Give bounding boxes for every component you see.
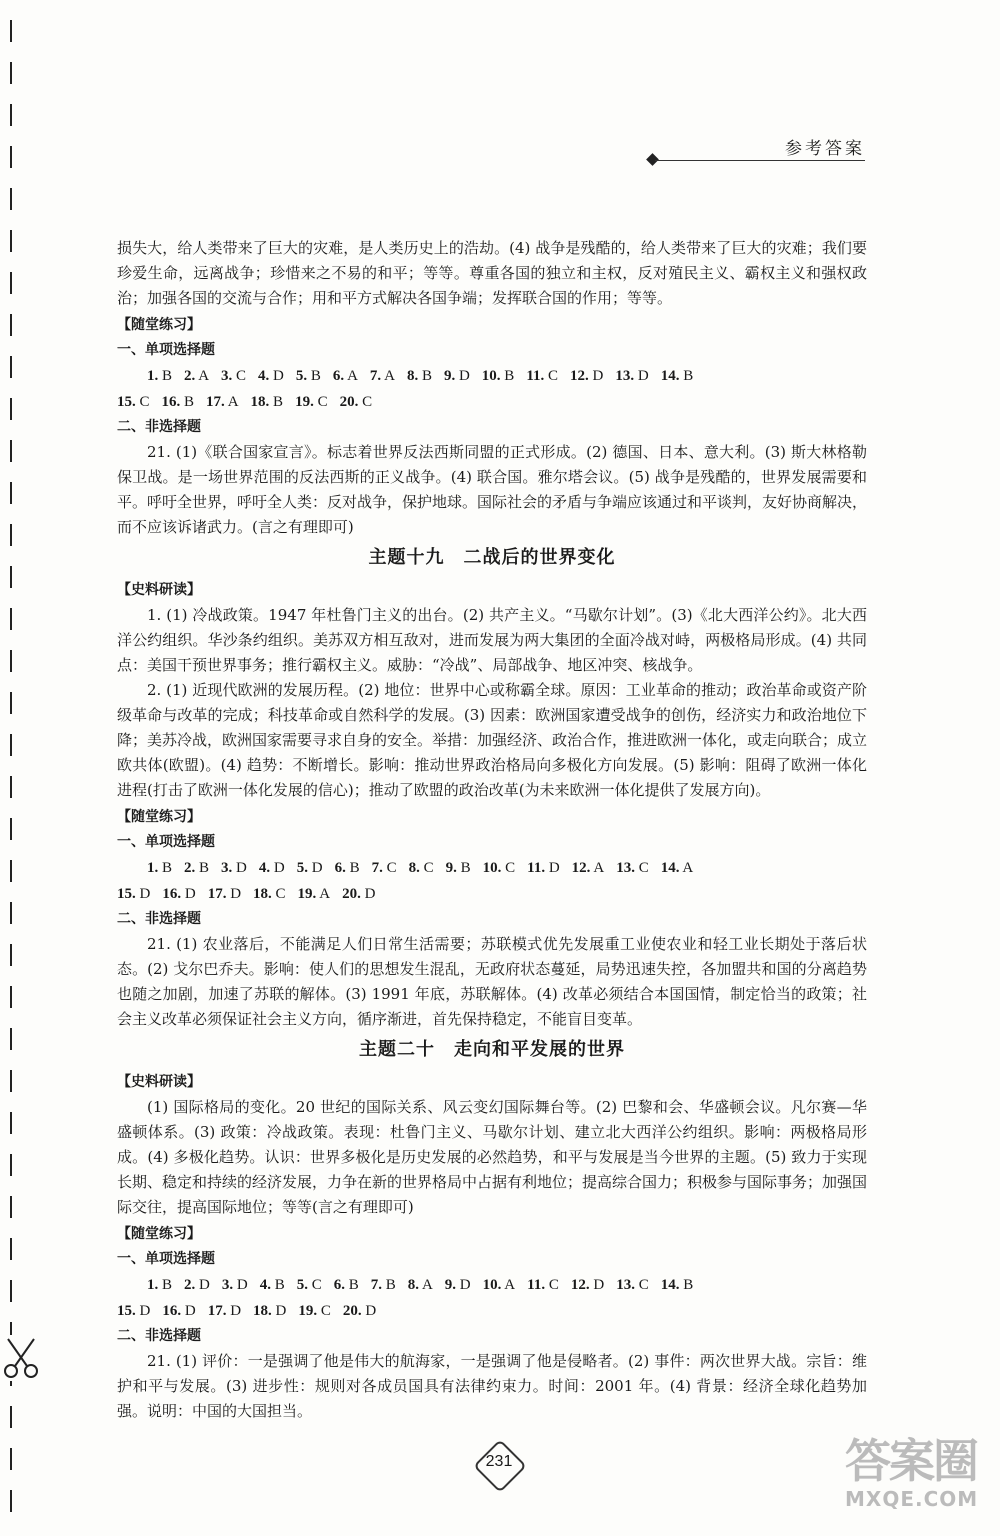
answer-number: 7. <box>371 860 383 876</box>
answer-number: 16. <box>161 394 181 410</box>
answer-item <box>333 363 358 389</box>
answer-choice: D <box>181 886 196 902</box>
answer-item <box>147 855 172 881</box>
answer-item <box>342 881 375 907</box>
answer-number: 9. <box>443 368 456 384</box>
page-header <box>645 134 865 166</box>
watermark-top: 答案圈 <box>845 1434 977 1488</box>
answer-choice: B <box>345 860 360 876</box>
answer-choice: A <box>224 394 239 410</box>
answer-number: 1. <box>147 860 159 876</box>
answer-item <box>343 1298 376 1324</box>
answer-number: 17. <box>207 1303 227 1319</box>
study-answer-2: 2. (1) 近现代欧洲的发展历程。(2) 地位：世界中心或称霸全球。原因：工业革命的推动；政治革命或资产阶级革命与改革的完成；科技革命或自然科学的发展。(3) 因素：欧洲国家遭受战争的创伤，经济实力和政治地位下降；美苏冷战，欧洲国家需要寻求自身的安全。举措：加强经济、政治合作，推进欧洲一体化，或走向联合；成立欧共体(欧盟)。(4) 趋势：不断增长。影响：推动世界政治格局向多极化方向发展。(5) 影响：阻碍了欧洲一体化进程(打击了欧洲一体化发展的信心)；推动了欧盟的政治改革(为未来欧洲一体化提供了发展方向)。 <box>117 681 868 799</box>
study-answer-1: 1. (1) 冷战政策。1947 年杜鲁门主义的出台。(2) 共产主义。“马歇尔计划”。(3)《北大西洋公约》。北大西洋公约组织。华沙条约组织。美苏双方相互敌对，进而发展为两大集团的全面冷战对峙，两极格局形成。(4) 共同点：美国干预世界事务；推行霸权主义。威胁：“冷战”、局部战争、地区冲突、核战争。 <box>117 606 867 674</box>
answer-item <box>221 363 246 389</box>
practice-heading: 【随堂练习】 <box>117 317 201 333</box>
answer-number: 17. <box>207 886 227 902</box>
answer-number: 19. <box>298 1303 318 1319</box>
non-choice-heading: 二、非选择题 <box>117 911 201 927</box>
page-number: 231 <box>485 1453 513 1470</box>
answer-choice: D <box>270 860 285 876</box>
answer-item <box>259 855 285 881</box>
answer-number: 18. <box>250 394 270 410</box>
answer-choice: C <box>358 394 373 410</box>
answer-choice: D <box>360 886 376 902</box>
answer-choice: B <box>418 368 432 384</box>
single-choice-heading: 一、单项选择题 <box>117 834 215 850</box>
answer-choice: C <box>135 394 150 410</box>
answer-line <box>117 1298 867 1324</box>
answer-number: 20. <box>339 394 359 410</box>
answer-item <box>407 363 432 389</box>
header-rule <box>655 160 865 161</box>
answer-choice: C <box>313 394 328 410</box>
answer-number: 5. <box>296 1277 308 1293</box>
answer-choice: B <box>158 368 173 384</box>
answer-item <box>297 1272 322 1298</box>
non-choice-heading: 二、非选择题 <box>117 1328 201 1344</box>
answer-number: 3. <box>221 860 233 876</box>
answer-choice: A <box>344 368 358 384</box>
answer-item <box>615 363 648 389</box>
answer-content <box>117 236 867 1424</box>
answer-item <box>570 363 603 389</box>
answer-choice: B <box>158 860 173 876</box>
answer-choice: B <box>344 1277 359 1293</box>
answer-item <box>334 1272 359 1298</box>
answer-number: 20. <box>342 1303 362 1319</box>
answer-choice: B <box>679 1277 694 1293</box>
answer-choice: C <box>307 1277 322 1293</box>
answer-number: 6. <box>332 368 345 384</box>
practice-heading: 【随堂练习】 <box>117 809 201 825</box>
answer-choice: D <box>195 1277 210 1293</box>
watermark <box>845 1425 995 1525</box>
answer-number: 8. <box>406 368 419 384</box>
answer-number: 6. <box>333 1277 345 1293</box>
answer-choice: B <box>307 368 321 384</box>
answer-item <box>222 1272 248 1298</box>
cut-line <box>10 20 12 1520</box>
answer-item <box>253 881 286 907</box>
answer-number: 15. <box>117 886 136 902</box>
answer-item <box>372 855 397 881</box>
answer-choice: C <box>271 886 286 902</box>
answer-line <box>117 363 867 389</box>
answer-item <box>446 855 471 881</box>
answer-choice: B <box>158 1277 173 1293</box>
answer-item <box>527 855 560 881</box>
answer-item <box>444 363 470 389</box>
answer-number: 8. <box>408 860 420 876</box>
answer-choice: D <box>588 368 604 384</box>
answer-number: 9. <box>444 1277 457 1293</box>
answer-number: 12. <box>571 860 591 876</box>
answer-number: 2. <box>184 860 196 876</box>
answer-choice: D <box>361 1303 377 1319</box>
answer-choice: A <box>590 860 605 876</box>
answer-item <box>162 881 195 907</box>
watermark-bottom: MXQE.COM <box>845 1487 979 1511</box>
answer-item <box>297 855 323 881</box>
answer-choice: D <box>181 1303 196 1319</box>
answer-number: 5. <box>296 860 308 876</box>
answer-item <box>571 1272 604 1298</box>
answer-number: 15. <box>117 1303 136 1319</box>
answer-number: 11. <box>526 368 545 384</box>
answer-item <box>208 1298 241 1324</box>
scissors-icon <box>0 1335 46 1381</box>
answer-item <box>184 1272 210 1298</box>
answer-choice: A <box>381 368 395 384</box>
answer-choice: D <box>271 1303 287 1319</box>
answer-number: 17. <box>206 394 225 410</box>
answer-number: 2. <box>184 368 196 384</box>
answer-item <box>162 389 195 415</box>
answer-number: 7. <box>370 1277 382 1293</box>
answer-choice: B <box>195 860 210 876</box>
answer-number: 8. <box>407 1277 420 1293</box>
answer-number: 20. <box>342 886 361 902</box>
answer-item <box>253 1298 286 1324</box>
q21-answer: 21. (1) 农业落后，不能满足人们日常生活需要；苏联模式优先发展重工业使农业和轻工业长期处于落后状态。(2) 戈尔巴乔夫。影响：使人们的思想发生混乱，无政府状态蔓延，局势迅速失控，各加盟共和国的分离趋势也随之加剧，加速了苏联的解体。(3) 1991 年底，苏联解体。(4) 改革必须结合本国国情，制定恰当的政策；社会主义改革必须保证社会主义方向，循序渐进，首先保持稳定，不能盲目变革。 <box>117 935 867 1028</box>
answer-number: 15. <box>117 394 136 410</box>
answer-item <box>298 1298 331 1324</box>
answer-item <box>117 389 150 415</box>
answer-choice: C <box>501 860 516 876</box>
answer-number: 7. <box>369 368 382 384</box>
answer-item <box>117 881 150 907</box>
answer-number: 12. <box>570 1277 590 1293</box>
answer-number: 10. <box>482 860 502 876</box>
answer-number: 16. <box>162 1303 182 1319</box>
answer-number: 13. <box>616 860 635 876</box>
answer-choice: D <box>232 860 247 876</box>
answer-item <box>371 1272 396 1298</box>
answer-choice: D <box>135 886 151 902</box>
answer-item <box>206 389 239 415</box>
answer-item <box>208 881 241 907</box>
answer-number: 4. <box>258 860 271 876</box>
q21-answer: 21. (1)《联合国家宣言》。标志着世界反法西斯同盟的正式形成。(2) 德国、日本、意大利。(3) 斯大林格勒保卫战。是一场世界范围的反法西斯的正义战争。(4) 联合国。雅尔塔会议。(5) 战争是残酷的，世界发展需要和平。呼吁全世界，呼吁全人类：反对战争，保护地球。国际社会的矛盾与争端应该通过和平谈判，友好协商解决，而不应该诉诸武力。(言之有理即可) <box>117 443 868 536</box>
answer-number: 3. <box>221 1277 234 1293</box>
answer-item <box>445 1272 471 1298</box>
answer-number: 19. <box>295 394 314 410</box>
answer-item <box>483 1272 516 1298</box>
answer-number: 19. <box>297 886 317 902</box>
answer-choice: D <box>226 886 242 902</box>
answer-item <box>483 855 516 881</box>
answer-item <box>147 1272 172 1298</box>
answer-choice: B <box>180 394 195 410</box>
answer-number: 18. <box>253 1303 272 1319</box>
answer-number: 1. <box>147 368 159 384</box>
answer-number: 14. <box>660 1277 680 1293</box>
answer-item <box>527 1272 559 1298</box>
answer-number: 2. <box>184 1277 196 1293</box>
answer-item <box>117 1298 150 1324</box>
answer-number: 5. <box>295 368 308 384</box>
answer-item <box>616 1272 649 1298</box>
answer-item <box>296 363 321 389</box>
single-choice-heading: 一、单项选择题 <box>117 1251 215 1267</box>
study-heading: 【史料研读】 <box>117 1074 201 1090</box>
answer-item <box>408 1272 433 1298</box>
answer-number: 10. <box>481 368 501 384</box>
answer-item <box>526 363 558 389</box>
answer-line <box>117 881 867 907</box>
answer-choice: B <box>679 368 694 384</box>
study-heading: 【史料研读】 <box>117 582 201 598</box>
intro-paragraph: 损失大，给人类带来了巨大的灾难，是人类历史上的浩劫。(4) 战争是残酷的，给人类带来了巨大的灾难；我们要珍爱生命，远离战争；珍惜来之不易的和平；等等。尊重各国的独立和主权，反对殖民主义、霸权主义和强权政治；加强各国的交流与合作；用和平方式解决各国争端；发挥联合国的作用；等等。 <box>117 239 867 307</box>
answer-choice: D <box>307 860 323 876</box>
answer-item <box>335 855 360 881</box>
answer-item <box>162 1298 195 1324</box>
answer-number: 13. <box>616 1277 635 1293</box>
answer-choice: A <box>316 886 331 902</box>
answer-choice: D <box>455 368 470 384</box>
answer-choice: A <box>679 860 694 876</box>
study-answer-1: (1) 国际格局的变化。20 世纪的国际关系、风云变幻国际舞台等。(2) 巴黎和会、华盛顿会议。凡尔赛—华盛顿体系。(3) 政策：冷战政策。表现：杜鲁门主义、马歇尔计划、建立北大西洋公约组织。影响：两极格局形成。(4) 多极化趋势。认识：世界多极化是历史发展的必然趋势，和平与发展是当今世界的主题。(5) 致力于实现长期、稳定和持续的经济发展，力争在新的世界格局中占据有利地位；提高综合国力；积极参与国际事务；加强国际交往，提高国际地位；等等(言之有理即可) <box>117 1098 868 1216</box>
topic-title: 主题十九 二战后的世界变化 <box>368 547 616 568</box>
practice-heading: 【随堂练习】 <box>117 1226 201 1242</box>
answer-line <box>117 855 867 881</box>
page-number-badge <box>476 1443 528 1483</box>
answer-choice: B <box>269 394 284 410</box>
answer-choice: D <box>634 368 649 384</box>
answer-choice: D <box>135 1303 151 1319</box>
answer-choice: C <box>545 1277 559 1293</box>
answer-choice: C <box>382 860 397 876</box>
answer-choice: D <box>233 1277 248 1293</box>
single-choice-heading: 一、单项选择题 <box>117 342 215 358</box>
answer-choice: C <box>634 1277 649 1293</box>
answer-item <box>482 363 515 389</box>
topic-title: 主题二十 走向和平发展的世界 <box>359 1039 625 1060</box>
answer-number: 11. <box>527 860 546 876</box>
answer-choice: A <box>419 1277 433 1293</box>
answer-item <box>258 363 284 389</box>
answer-item <box>661 855 694 881</box>
answer-item <box>616 855 649 881</box>
answer-item <box>661 1272 694 1298</box>
answer-item <box>298 881 331 907</box>
answer-item <box>260 1272 285 1298</box>
answer-choice: A <box>501 1277 516 1293</box>
header-title: 参考答案 <box>785 139 865 159</box>
answer-number: 16. <box>162 886 182 902</box>
answer-line <box>117 1272 867 1298</box>
answer-item <box>572 855 605 881</box>
answer-choice: C <box>634 860 649 876</box>
answer-number: 11. <box>527 1277 546 1293</box>
answer-line <box>117 389 867 415</box>
non-choice-heading: 二、非选择题 <box>117 419 201 435</box>
answer-item <box>409 855 434 881</box>
answer-choice: D <box>589 1277 605 1293</box>
answer-number: 18. <box>253 886 272 902</box>
answer-number: 9. <box>445 860 457 876</box>
answer-item <box>184 855 209 881</box>
answer-item <box>251 389 284 415</box>
answer-number: 12. <box>570 368 589 384</box>
answer-number: 10. <box>482 1277 502 1293</box>
answer-choice: D <box>456 1277 471 1293</box>
answer-number: 13. <box>615 368 635 384</box>
answer-choice: D <box>269 368 284 384</box>
answer-choice: C <box>317 1303 331 1319</box>
answer-item <box>184 363 209 389</box>
answer-item <box>221 855 247 881</box>
answer-choice: B <box>382 1277 396 1293</box>
answer-item <box>295 389 328 415</box>
answer-choice: D <box>545 860 560 876</box>
answer-choice: C <box>544 368 559 384</box>
answer-item <box>147 363 172 389</box>
answer-number: 6. <box>334 860 346 876</box>
answer-choice: C <box>419 860 434 876</box>
answer-choice: C <box>232 368 247 384</box>
answer-choice: A <box>195 368 210 384</box>
answer-item <box>340 389 373 415</box>
answer-number: 1. <box>147 1277 159 1293</box>
answer-number: 3. <box>221 368 233 384</box>
answer-choice: B <box>270 1277 285 1293</box>
answer-item <box>661 363 694 389</box>
q21-answer: 21. (1) 评价：一是强调了他是伟大的航海家，一是强调了他是侵略者。(2) 事件：两次世界大战。宗旨：维护和平与发展。(3) 进步性：规则对各成员国具有法律约束力。时间：2001 年。(4) 背景：经济全球化趋势加强。说明：中国的大国担当。 <box>117 1352 867 1420</box>
answer-item <box>370 363 395 389</box>
answer-choice: D <box>226 1303 242 1319</box>
answer-number: 4. <box>259 1277 271 1293</box>
answer-number: 4. <box>258 368 270 384</box>
answer-choice: B <box>500 368 515 384</box>
answer-choice: B <box>456 860 471 876</box>
answer-number: 14. <box>660 860 680 876</box>
answer-number: 14. <box>660 368 680 384</box>
